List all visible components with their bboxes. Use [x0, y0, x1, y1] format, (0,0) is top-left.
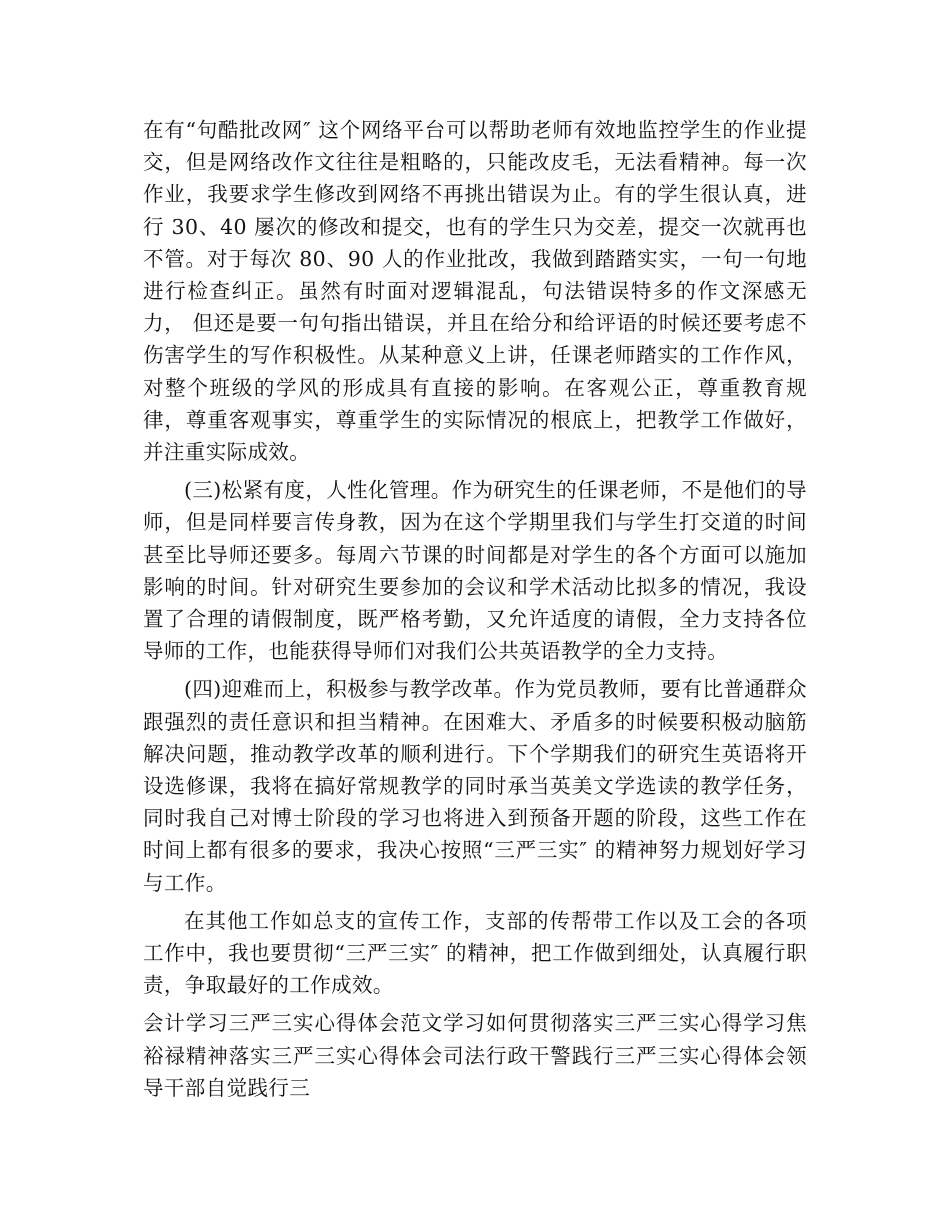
paragraph-section-four: (四)迎难而上，积极参与教学改革。作为党员教师，要有比普通群众跟强烈的责任意识和担当精神。在困难大、矛盾多的时候要积极动脑筋解决问题，推动教学改革的顺利进行。下个学期我们的研究生英语将开设选修课，我将在搞好常规教学的同时承当英美文学选读的教学任务，同时我自己对博士阶段的学习也将进入到预备开题的阶段，这些工作在时间上都有很多的要求，我决心按照“三严三实″ 的精神努力规划好学习与工作。	[143, 677, 807, 895]
paragraph-section-three: (三)松紧有度，人性化管理。作为研究生的任课老师，不是他们的导师，但是同样要言传身教，因为在这个学期里我们与学生打交道的时间甚至比导师还要多。每周六节课的时间都是对学生的各个方面可以施加影响的时间。针对研究生要参加的会议和学术活动比拟多的情况，我设置了合理的请假制度，既严格考勤，又允许适度的请假，全力支持各位导师的工作，也能获得导师们对我们公共英语教学的全力支持。	[143, 478, 807, 664]
paragraph-continuation: 在有“句酷批改网″ 这个网络平台可以帮助老师有效地监控学生的作业提交，但是网络改作文往往是粗略的，只能改皮毛，无法看精神。每一次作业，我要求学生修改到网络不再挑出错误为止。有的学生很认真，进行 30、40 屡次的修改和提交，也有的学生只为交差，提交一次就再也不管。对于每次 80、90 人的作业批改，我做到踏踏实实，一句一句地进行检查纠正。虽然有时面对逻辑混乱，句法错误特多的作文深感无力， 但还是要一句句指出错误，并且在给分和给评语的时候还要考虑不伤害学生的写作积极性。从某种意义上讲，任课老师踏实的工作作风，对整个班级的学风的形成具有直接的影响。在客观公正，尊重教育规律，尊重客观事实，尊重学生的实际情况的根底上，把教学工作做好，并注重实际成效。	[143, 118, 807, 465]
related-article-links: 会计学习三严三实心得体会范文学习如何贯彻落实三严三实心得学习焦裕禄精神落实三严三实心得体会司法行政干警践行三严三实心得体会领导干部自觉践行三	[143, 1011, 807, 1100]
paragraph-other-work: 在其他工作如总支的宣传工作，支部的传帮带工作以及工会的各项工作中，我也要贯彻“三严三实″ 的精神，把工作做到细处，认真履行职责，争取最好的工作成效。	[143, 908, 807, 998]
document-body	[143, 114, 807, 1104]
